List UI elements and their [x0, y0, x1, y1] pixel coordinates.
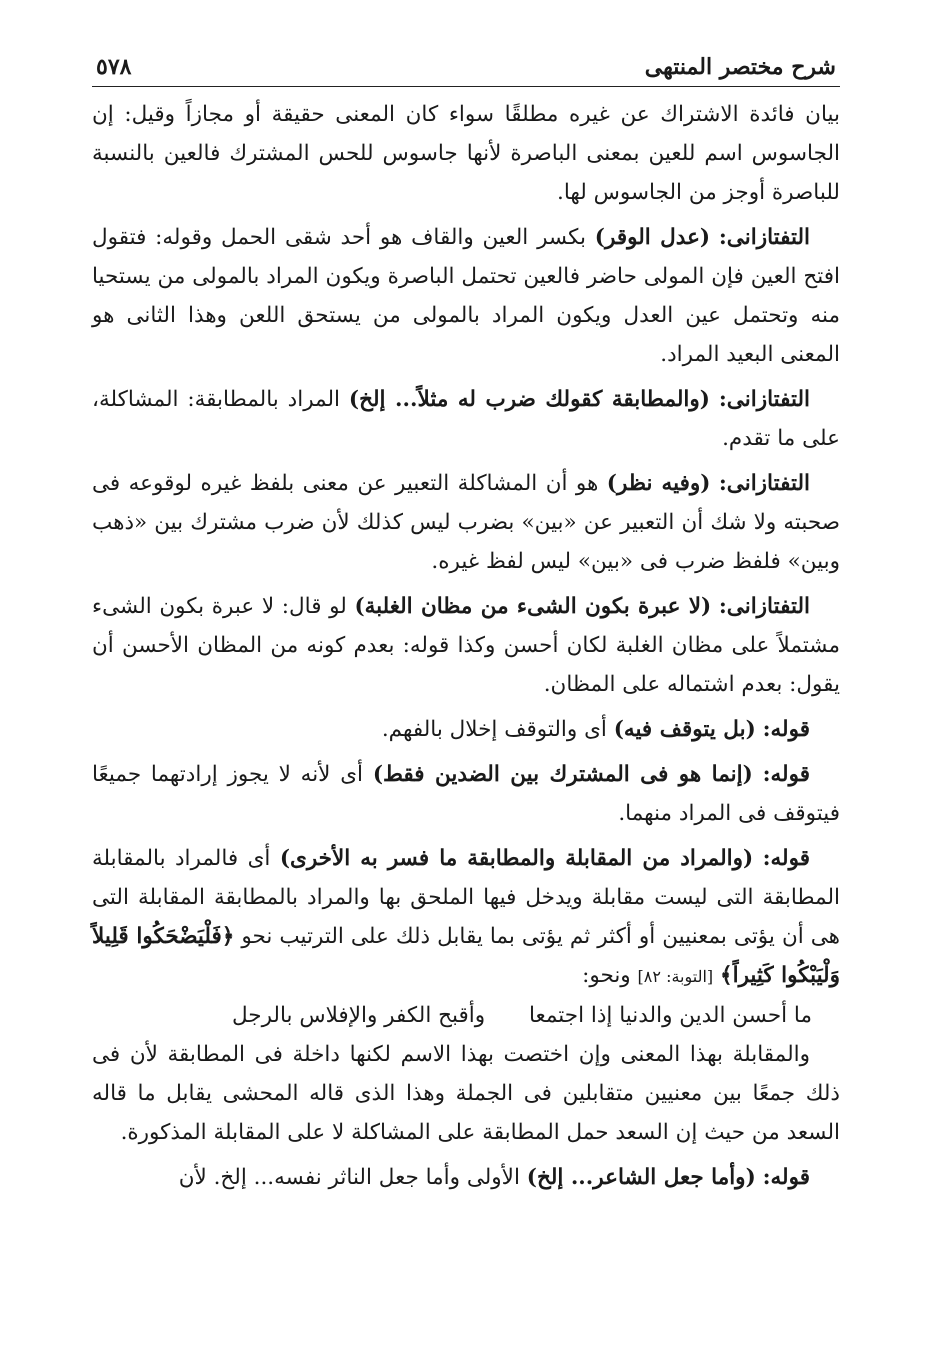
verse-second-hemistich: وأقبح الكفر والإفلاس بالرجل	[232, 1003, 486, 1028]
paragraph	[92, 380, 840, 458]
running-title: شرح مختصر المنتهى	[644, 54, 836, 80]
paragraph	[92, 755, 840, 833]
paragraph-lead: قوله:	[762, 762, 810, 787]
paragraph-lead: التفتازانى:	[718, 594, 810, 619]
quoted-phrase: (والمطابقة كقولك ضرب له مثلاً... إلخ)	[348, 387, 710, 412]
paragraph-text: أى والتوقف إخلال بالفهم.	[381, 717, 607, 742]
quoted-phrase: (والمراد من المقابلة والمطابقة ما فسر به الأخرى)	[279, 846, 754, 871]
paragraph-lead: التفتازانى:	[718, 387, 810, 412]
paragraph-text: أى فالمراد بالمقابلة المطابقة التى ليست مقابلة ويدخل فيها الملحق بها والمراد بالمطابقة المقابلة التى هى أن يؤتى بمعنيين أو أكثر ثم يؤتى بما يقابل ذلك على الترتيب نحو	[92, 846, 841, 949]
quran-verse: ﴿فَلْيَضْحَكُوا قَلِيلاً وَلْيَبْكُوا كَثِيراً﴾	[92, 924, 840, 988]
verse-citation: [التوبة: ٨٢]	[637, 967, 714, 986]
paragraph	[92, 218, 840, 374]
paragraph	[92, 1035, 840, 1152]
paragraph	[92, 1158, 840, 1197]
page-body	[92, 95, 840, 1197]
poetry-verse	[92, 996, 840, 1035]
quoted-phrase: (إنما هو فى المشترك بين الضدين فقط)	[372, 762, 753, 787]
paragraph-lead: التفتازانى:	[718, 471, 810, 496]
paragraph	[92, 95, 840, 212]
verse-first-hemistich: ما أحسن الدين والدنيا إذا اجتمعا	[528, 1003, 812, 1028]
paragraph-lead: قوله:	[762, 846, 810, 871]
paragraph	[92, 710, 840, 749]
paragraph	[92, 464, 840, 581]
quoted-phrase: (وأما جعل الشاعر... إلخ)	[526, 1165, 756, 1190]
document-page	[92, 52, 840, 1197]
paragraph-text: المراد بالمطابقة: المشاكلة، على ما تقدم.	[92, 387, 840, 451]
paragraph-lead: قوله:	[762, 1165, 810, 1190]
paragraph-text: بكسر العين والقاف هو أحد شقى الحمل وقوله: فتقول افتح العين فإن المولى حاضر فالعين تحتمل الباصرة ويكون المراد بالمولى من يستحيا منه وتحتمل عين العدل ويكون المراد بالمولى من يستحق اللعن وهذا الثانى هو المعنى البعيد المراد.	[92, 225, 840, 367]
paragraph-lead: قوله:	[762, 717, 810, 742]
page-number: ٥٧٨	[96, 54, 132, 80]
paragraph-lead: التفتازانى:	[718, 225, 810, 250]
quoted-phrase: (عدل الوقر)	[594, 225, 711, 250]
page-header	[92, 52, 840, 84]
quoted-phrase: (وفيه نظر)	[606, 471, 711, 496]
header-rule	[92, 86, 840, 87]
paragraph	[92, 587, 840, 704]
paragraph	[92, 839, 840, 996]
paragraph-text: لو قال: لا عبرة بكون الشىء مشتملاً على مظان الغلبة لكان أحسن وكذا قوله: بعدم كونه من المظان الأحسن أن يقول: بعدم اشتماله على المظان.	[92, 594, 840, 697]
paragraph-text: والمقابلة بهذا المعنى وإن اختصت بهذا الاسم لكنها داخلة فى المطابقة لأن فى ذلك جمعًا بين معنيين متقابلين فى الجملة وهذا الذى قاله المحشى يقابل ما قاله السعد من حيث إن السعد حمل المطابقة على المشاكلة لا على المقابلة المذكورة.	[92, 1042, 840, 1145]
paragraph-text: هو أن المشاكلة التعبير عن معنى بلفظ غيره لوقوعه فى صحبته ولا شك أن التعبير عن «بين» بضرب ليس كذلك لأن ضرب مشترك بين «ذهب وبين» فلفظ ضرب فى «بين» ليس لفظ غيره.	[92, 471, 840, 574]
paragraph-text: الأولى وأما جعل الناثر نفسه... إلخ. لأن	[178, 1165, 520, 1190]
paragraph-tail: ونحو:	[582, 963, 631, 988]
paragraph-text: بيان فائدة الاشتراك عن غيره مطلقًا سواء كان المعنى حقيقة أو مجازاً وقيل: إن الجاسوس اسم للعين بمعنى الباصرة لأنها جاسوس للحس المشترك فالعين بالنسبة للباصرة أوجز من الجاسوس لها.	[92, 102, 840, 205]
paragraph-text: أى لأنه لا يجوز إرادتهما جميعًا فيتوقف فى المراد منهما.	[92, 762, 840, 826]
quoted-phrase: (بل يتوقف فيه)	[613, 717, 756, 742]
quoted-phrase: (لا عبرة بكون الشىء من مظان الغلبة)	[354, 594, 712, 619]
